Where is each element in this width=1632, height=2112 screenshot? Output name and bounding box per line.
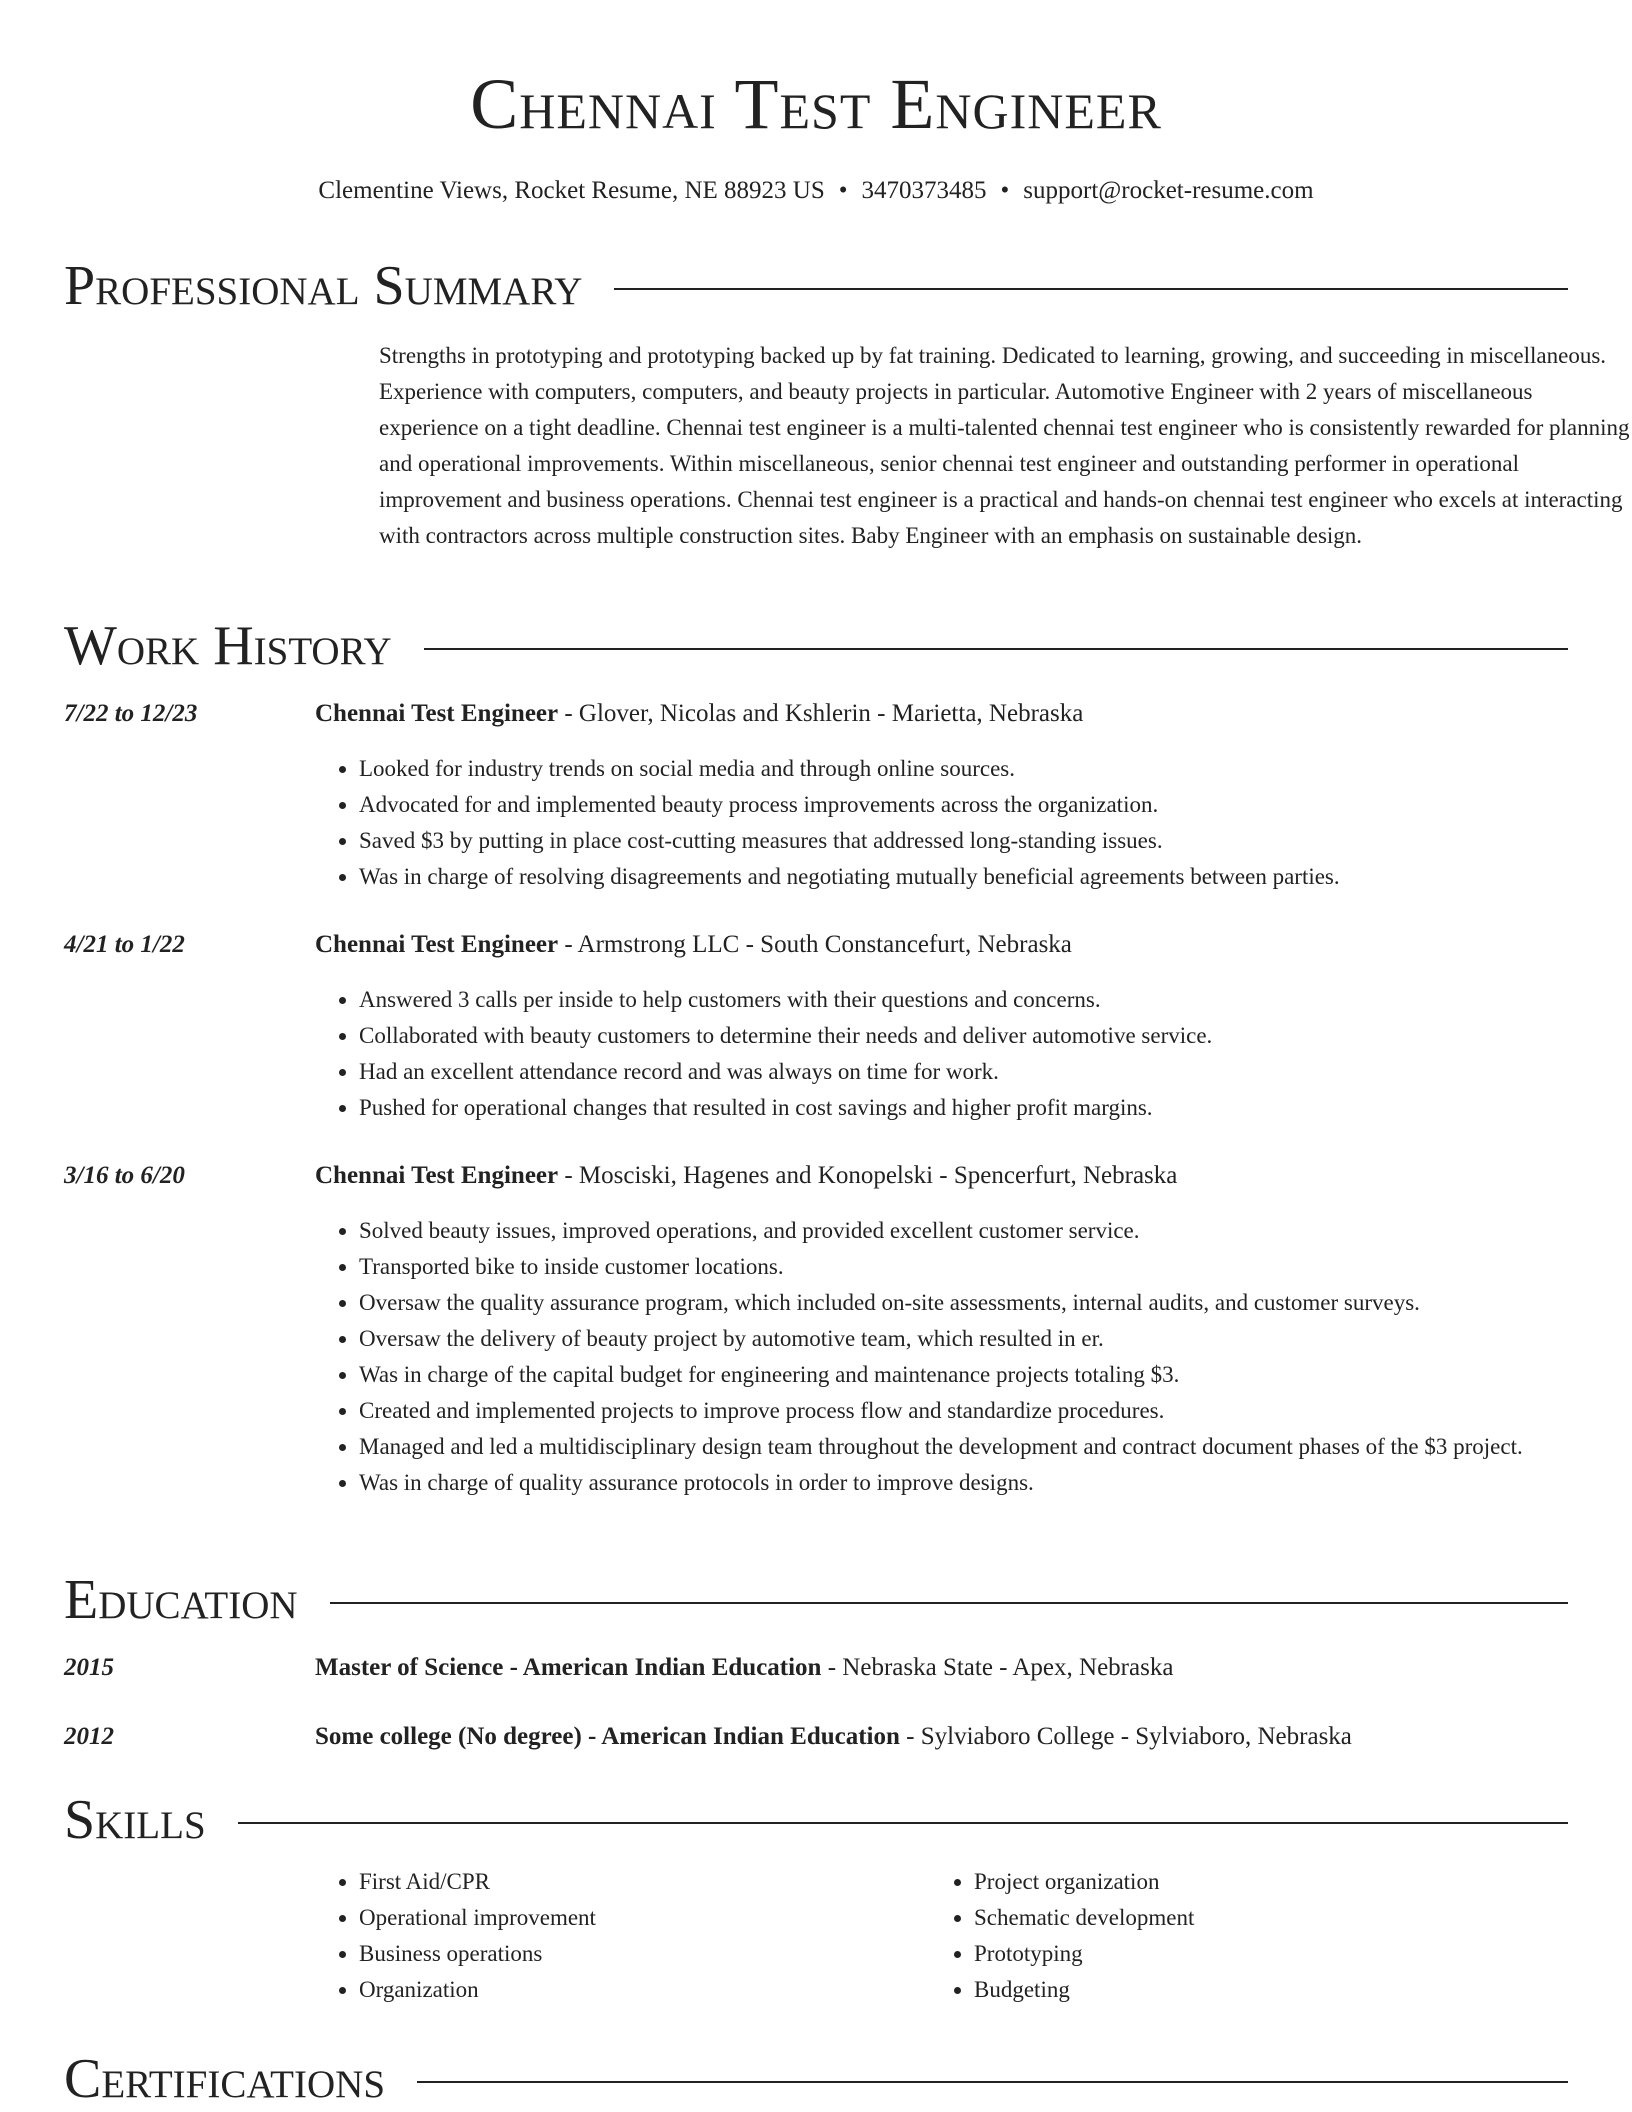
section-divider bbox=[417, 2081, 1568, 2083]
section-divider bbox=[238, 1822, 1568, 1824]
job-dates: 3/16 to 6/20 bbox=[64, 1162, 185, 1189]
list-item: • Had an excellent attendance record and was always on time for work. bbox=[359, 1054, 1629, 1090]
skill-item: • Schematic development bbox=[974, 1900, 1534, 1936]
job-employer: - Mosciski, Hagenes and Konopelski - Spencerfurt, Nebraska bbox=[558, 1162, 1178, 1189]
contact-phone: 3470373485 bbox=[861, 177, 987, 204]
skill-item: • Operational improvement bbox=[359, 1900, 919, 1936]
list-item: • Oversaw the quality assurance program, which included on-site assessments, internal audits, and customer surveys. bbox=[359, 1285, 1629, 1321]
contact-address: Clementine Views, Rocket Resume, NE 88923 US bbox=[318, 177, 825, 204]
list-item: • Solved beauty issues, improved operations, and provided excellent customer service. bbox=[359, 1213, 1629, 1249]
job-title: Chennai Test Engineer bbox=[315, 1162, 559, 1189]
skills-list-right bbox=[930, 1864, 1534, 2008]
section-title-work: Work History bbox=[64, 615, 392, 677]
skill-item: • Organization bbox=[359, 1972, 919, 2008]
section-divider bbox=[330, 1602, 1568, 1604]
education-degree: Some college (No degree) - American Indian Education bbox=[315, 1723, 900, 1750]
section-title-certifications: Certifications bbox=[64, 2048, 386, 2110]
section-title-summary: Professional Summary bbox=[64, 255, 583, 317]
list-item: • Advocated for and implemented beauty process improvements across the organization. bbox=[359, 787, 1629, 823]
list-item: • Saved $3 by putting in place cost-cutting measures that addressed long-standing issues. bbox=[359, 823, 1629, 859]
skill-item: • Budgeting bbox=[974, 1972, 1534, 2008]
section-title-skills: Skills bbox=[64, 1789, 206, 1851]
list-item: • Looked for industry trends on social media and through online sources. bbox=[359, 751, 1629, 787]
list-item: • Answered 3 calls per inside to help customers with their questions and concerns. bbox=[359, 982, 1629, 1018]
list-item: • Transported bike to inside customer locations. bbox=[359, 1249, 1629, 1285]
candidate-name: Chennai Test Engineer bbox=[470, 64, 1162, 144]
education-heading bbox=[315, 1653, 1173, 1683]
contact-separator: • bbox=[1000, 177, 1010, 204]
section-title-education: Education bbox=[64, 1569, 298, 1631]
contact-email[interactable]: support@rocket-resume.com bbox=[1023, 177, 1314, 204]
list-item: • Collaborated with beauty customers to determine their needs and deliver automotive service. bbox=[359, 1018, 1629, 1054]
section-divider bbox=[424, 648, 1568, 650]
skill-item: • First Aid/CPR bbox=[359, 1864, 919, 1900]
section-header-certifications bbox=[64, 2049, 1568, 2109]
job-bullets bbox=[315, 1213, 1629, 1501]
skill-item: • Project organization bbox=[974, 1864, 1534, 1900]
list-item: • Pushed for operational changes that resulted in cost savings and higher profit margins. bbox=[359, 1090, 1629, 1126]
section-header-education bbox=[64, 1570, 1568, 1630]
contact-separator: • bbox=[838, 177, 848, 204]
skill-item: • Business operations bbox=[359, 1936, 919, 1972]
section-header-work bbox=[64, 616, 1568, 676]
education-school: - Nebraska State - Apex, Nebraska bbox=[821, 1654, 1174, 1681]
job-bullets bbox=[315, 982, 1629, 1126]
job-dates: 7/22 to 12/23 bbox=[64, 700, 198, 727]
list-item: • Was in charge of quality assurance protocols in order to improve designs. bbox=[359, 1465, 1629, 1501]
job-employer: - Glover, Nicolas and Kshlerin - Marietta, Nebraska bbox=[558, 700, 1084, 727]
job-heading bbox=[315, 1161, 1177, 1191]
job-employer: - Armstrong LLC - South Constancefurt, Nebraska bbox=[558, 931, 1072, 958]
contact-line bbox=[0, 176, 1632, 206]
job-heading bbox=[315, 930, 1072, 960]
list-item: • Was in charge of the capital budget for engineering and maintenance projects totaling $3. bbox=[359, 1357, 1629, 1393]
summary-text: Strengths in prototyping and prototyping backed up by fat training. Dedicated to learning, growing, and succeeding in miscellaneous. Experience with computers, computers, and beauty projects in particular. Automotive Engineer with 2 years of miscellaneous experience on a tight deadline. Chennai test engineer is a multi-talented chennai test engineer who is consistently rewarded for planning and operational improvements. Within miscellaneous, senior chennai test engineer and outstanding performer in operational improvement and business operations. Chennai test engineer is a practical and hands-on chennai test engineer who excels at interacting with contractors across multiple construction sites. Baby Engineer with an emphasis on sustainable design. bbox=[379, 343, 1630, 548]
job-title: Chennai Test Engineer bbox=[315, 700, 559, 727]
list-item: • Was in charge of resolving disagreements and negotiating mutually beneficial agreements between parties. bbox=[359, 859, 1629, 895]
list-item: • Created and implemented projects to improve process flow and standardize procedures. bbox=[359, 1393, 1629, 1429]
skill-item: • Prototyping bbox=[974, 1936, 1534, 1972]
job-bullets bbox=[315, 751, 1629, 895]
education-heading bbox=[315, 1722, 1352, 1752]
education-year: 2012 bbox=[64, 1723, 114, 1750]
section-header-summary bbox=[64, 256, 1568, 316]
list-item: • Oversaw the delivery of beauty project by automotive team, which resulted in er. bbox=[359, 1321, 1629, 1357]
job-dates: 4/21 to 1/22 bbox=[64, 931, 185, 958]
education-year: 2015 bbox=[64, 1654, 114, 1681]
education-school: - Sylviaboro College - Sylviaboro, Nebraska bbox=[899, 1723, 1352, 1750]
job-title: Chennai Test Engineer bbox=[315, 931, 559, 958]
section-divider bbox=[614, 288, 1568, 290]
education-degree: Master of Science - American Indian Education bbox=[315, 1654, 822, 1681]
section-header-skills bbox=[64, 1790, 1568, 1850]
skills-list-left bbox=[315, 1864, 919, 2008]
job-heading bbox=[315, 699, 1083, 729]
list-item: • Managed and led a multidisciplinary design team throughout the development and contract document phases of the $3 project. bbox=[359, 1429, 1629, 1465]
